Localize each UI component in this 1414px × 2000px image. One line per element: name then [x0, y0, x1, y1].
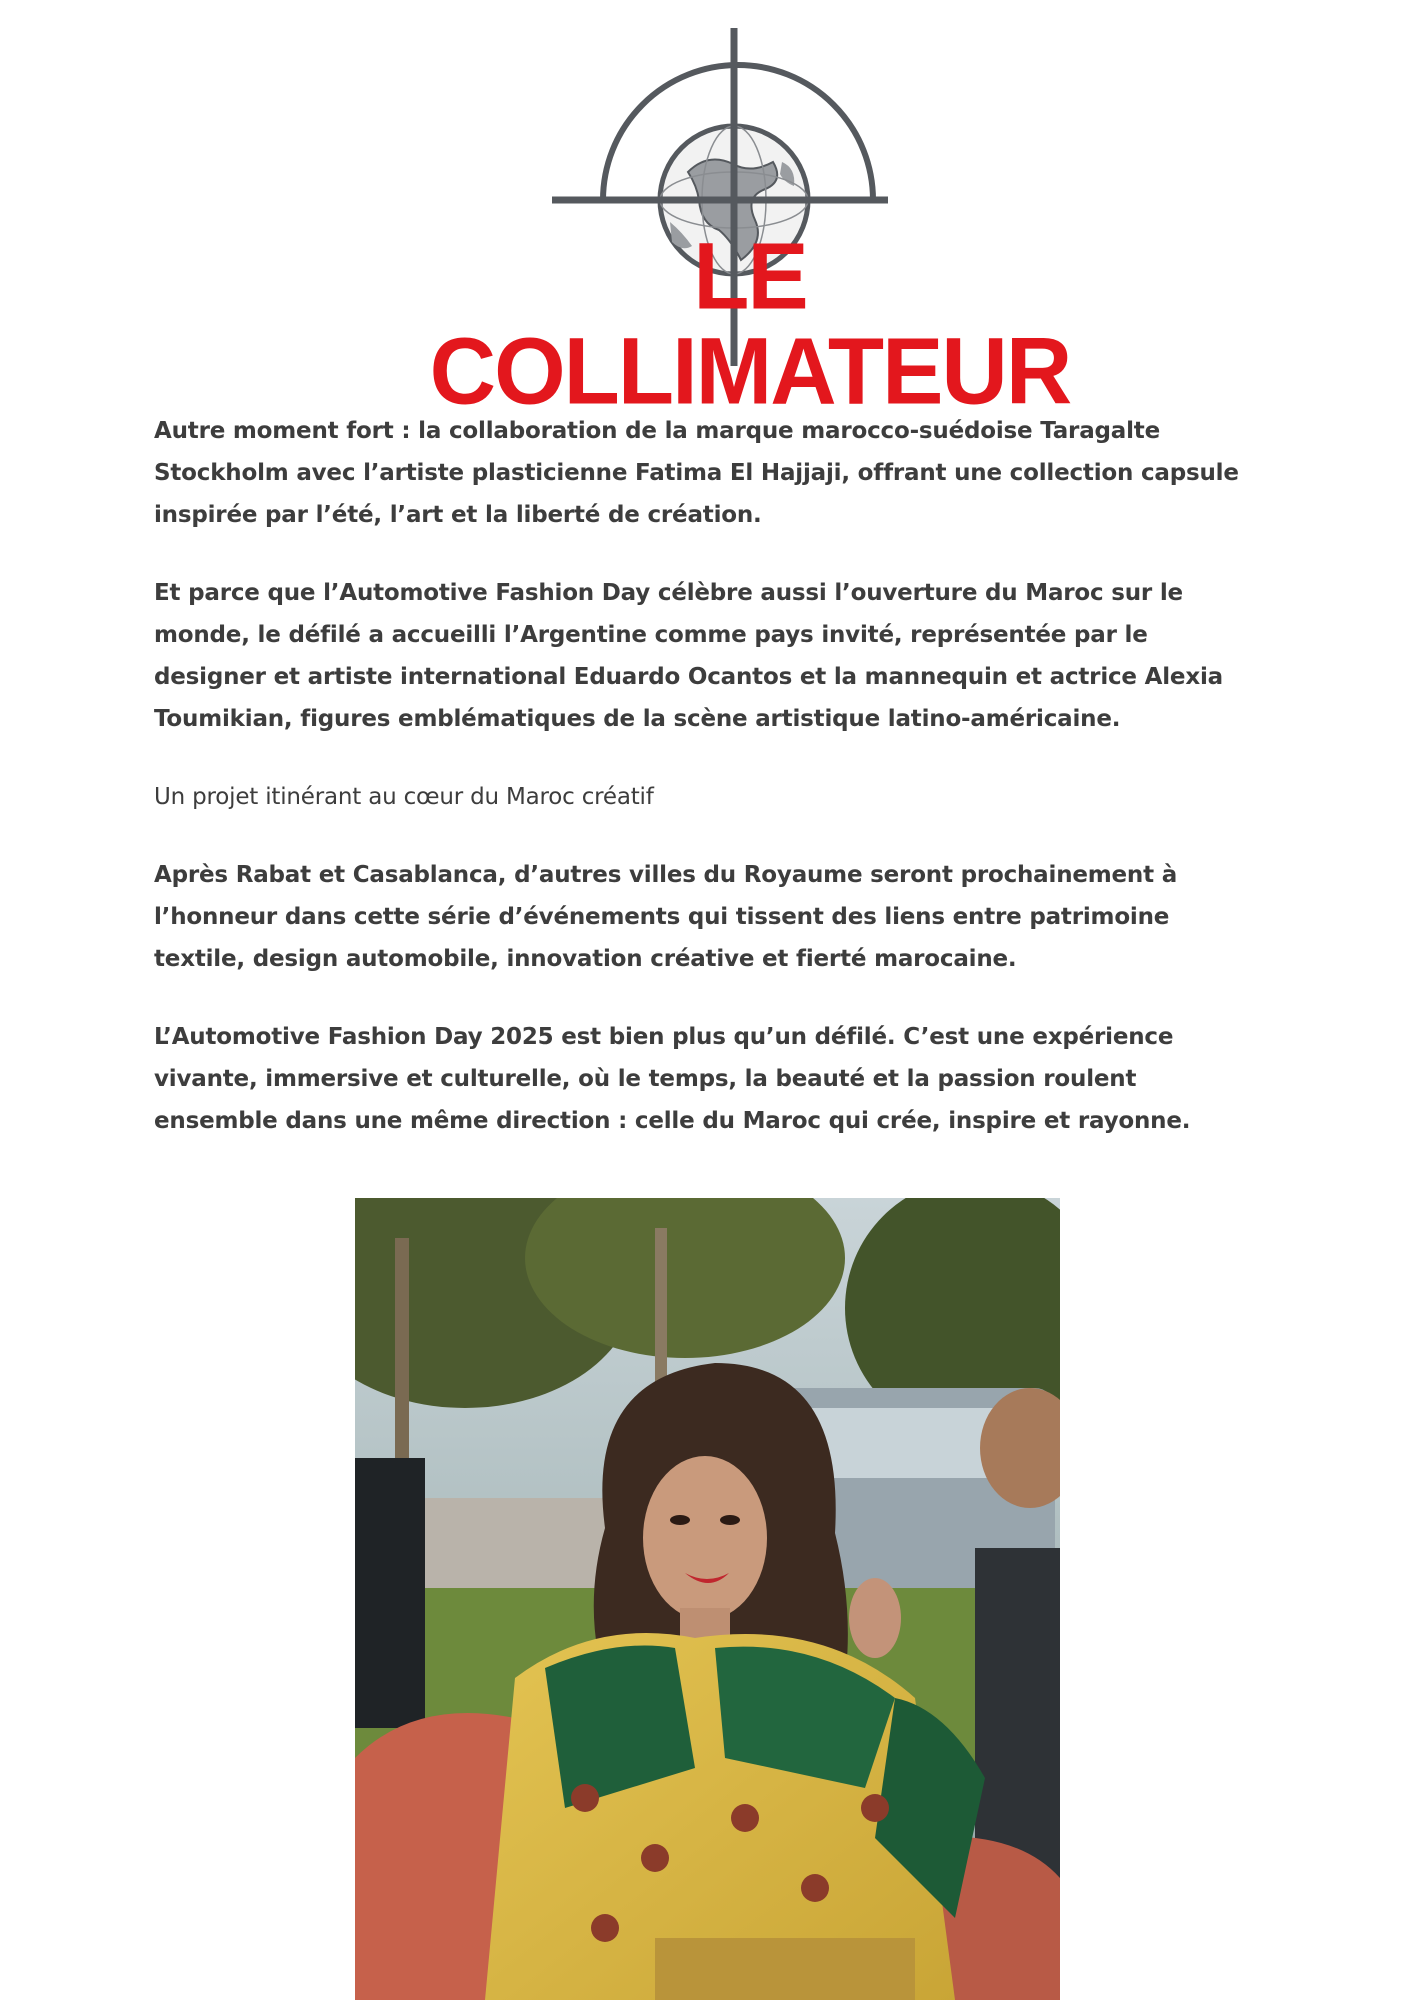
photo-woman-caftan: [355, 1198, 1060, 2000]
paragraph-argentina: Et parce que l’Automotive Fashion Day célèbre aussi l’ouverture du Maroc sur le monde, le défilé a accueilli l’Argentine comme pays invité, représentée par le designer et artiste international Eduardo Ocantos et la mannequin et actrice Alexia Toumikian, figures emblématiques de la scène artistique latino-américaine.: [154, 580, 1223, 732]
article-photo: [355, 1198, 1060, 2000]
article-body: [154, 410, 1254, 1178]
paragraph-taragalte: Autre moment fort : la collaboration de la marque marocco-suédoise Taragalte Stockholm avec l’artiste plasticienne Fatima El Hajjaji, offrant une collection capsule inspirée par l’été, l’art et la liberté de création.: [154, 418, 1239, 528]
logo-wordmark: LE COLLIMATEUR: [429, 224, 1071, 424]
paragraph-next-cities: Après Rabat et Casablanca, d’autres villes du Royaume seront prochainement à l’honneur dans cette série d’événements qui tissent des liens entre patrimoine textile, design automobile, innovation créative et fierté marocaine.: [154, 862, 1178, 972]
paragraph-conclusion: L’Automotive Fashion Day 2025 est bien plus qu’un défilé. C’est une expérience vivante, immersive et culturelle, où le temps, la beauté et la passion roulent ensemble dans une même direction : celle du Maroc qui crée, inspire et rayonne.: [154, 1024, 1191, 1134]
publication-logo: [388, 22, 1108, 424]
section-subheading: Un projet itinérant au cœur du Maroc créatif: [154, 784, 654, 810]
